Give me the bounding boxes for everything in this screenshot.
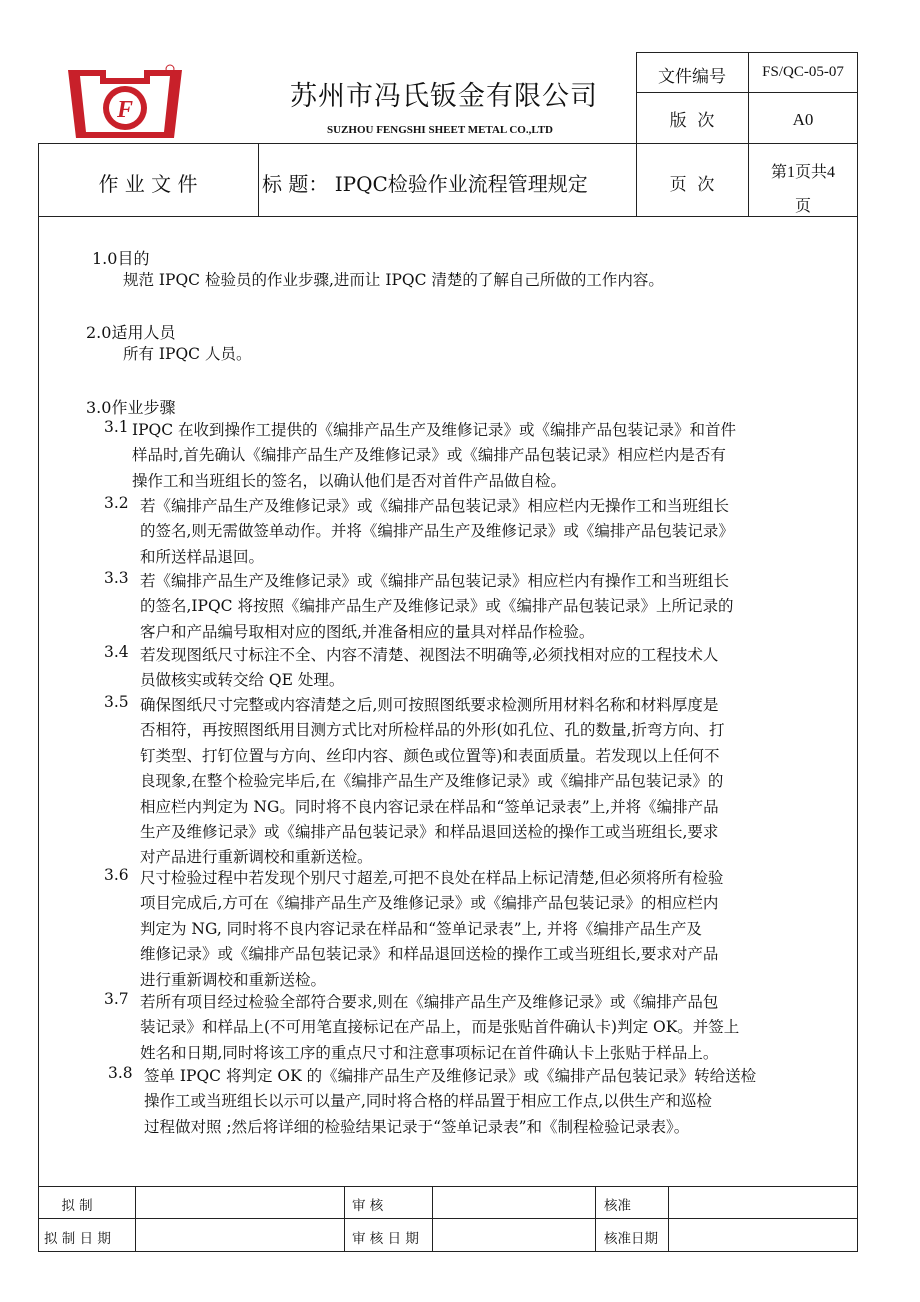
item-3-3-text xyxy=(140,569,733,645)
version-label: 版 次 xyxy=(669,111,715,131)
review-date-label: 审 核 日 期 xyxy=(352,1231,419,1247)
item-3-7-text xyxy=(140,990,739,1066)
item-3-2-text xyxy=(140,494,734,570)
item-number: 3.1 xyxy=(104,418,129,436)
doc-type: 作 业 文 件 xyxy=(98,172,198,196)
review-label: 审 核 xyxy=(352,1198,384,1214)
item-number: 3.2 xyxy=(104,494,129,512)
item-number: 3.3 xyxy=(104,569,129,587)
draft-date-label: 拟 制 日 期 xyxy=(44,1231,111,1247)
text-line: 和所送样品退回。 xyxy=(140,547,265,566)
draft-date-field[interactable] xyxy=(136,1219,344,1251)
item-3-8-text xyxy=(144,1064,756,1140)
text-line: 否相符，再按照图纸用目测方式比对所检样品的外形(如孔位、孔的数量,折弯方向、打 xyxy=(140,721,725,740)
section-1-text: 规范 IPQC 检验员的作业步骤,进而让 IPQC 清楚的了解自己所做的工作内容。 xyxy=(123,271,664,289)
draft-label: 拟 制 xyxy=(61,1198,93,1214)
text-line: 操作工和当班组长的签名，以确认他们是否对首件产品做自检。 xyxy=(132,471,567,490)
text-line: 判定为 NG, 同时将不良内容记录在样品和“签单记录表”上, 并将《编排产品生产及 xyxy=(140,919,702,938)
text-line: 的签名,则无需做签单动作。并将《编排产品生产及维修记录》或《编排产品包装记录》 xyxy=(140,522,734,541)
text-line: 样品时,首先确认《编排产品生产及维修记录》或《编排产品包装记录》相应栏内是否有 xyxy=(132,446,726,465)
page-count-line1: 第1页共4 xyxy=(770,164,835,181)
approve-label: 核准 xyxy=(604,1198,631,1214)
text-line: 姓名和日期,同时将该工序的重点尺寸和注意事项标记在首件确认卡上张贴于样品上。 xyxy=(140,1043,719,1062)
text-line: 操作工或当班组长以示可以量产,同时将合格的样品置于相应工作点,以供生产和巡检 xyxy=(144,1092,712,1111)
page-label: 页 次 xyxy=(669,175,715,195)
approve-date-field[interactable] xyxy=(669,1219,857,1251)
item-3-1-text xyxy=(132,418,736,494)
text-line: 进行重新调校和重新送检。 xyxy=(140,970,327,989)
text-line: 若发现图纸尺寸标注不全、内容不清楚、视图法不明确等,必须找相对应的工程技术人 xyxy=(140,646,719,664)
text-line: 签单 IPQC 将判定 OK 的《编排产品生产及维修记录》或《编排产品包装记录》转给送检 xyxy=(144,1067,757,1085)
company-name-cn: 苏州市冯氏钣金有限公司 xyxy=(290,81,598,112)
approve-date-label: 核准日期 xyxy=(604,1231,658,1247)
item-3-4-text xyxy=(140,643,718,694)
doc-no-label: 文件编号 xyxy=(658,67,726,87)
review-signature-field[interactable] xyxy=(433,1187,595,1218)
text-line: 员做核实或转交给 QE 处理。 xyxy=(140,671,345,690)
text-line: 确保图纸尺寸完整或内容清楚之后,则可按照图纸要求检测所用材料名称和材料厚度是 xyxy=(140,696,719,714)
text-line: 若《编排产品生产及维修记录》或《编排产品包装记录》相应栏内有操作工和当班组长 xyxy=(140,572,730,590)
text-line: 钉类型、打钉位置与方向、丝印内容、颜色或位置等)和表面质量。若发现以上任何不 xyxy=(140,746,720,765)
text-line: 客户和产品编号取相对应的图纸,并准备相应的量具对样品作检验。 xyxy=(140,622,595,641)
company-name-en: SUZHOU FENGSHI SHEET METAL CO.,LTD xyxy=(327,124,553,136)
item-number: 3.8 xyxy=(108,1064,133,1082)
text-line: 若所有项目经过检验全部符合要求,则在《编排产品生产及维修记录》或《编排产品包 xyxy=(140,993,719,1011)
section-1-title: 1.0目的 xyxy=(92,249,150,268)
version-value: A0 xyxy=(792,110,814,129)
text-line: 的签名,IPQC 将按照《编排产品生产及维修记录》或《编排产品包装记录》上所记录的 xyxy=(140,597,734,616)
doc-title: 标 题： IPQC检验作业流程管理规定 xyxy=(262,172,588,196)
approve-signature-field[interactable] xyxy=(669,1187,857,1218)
page-count xyxy=(748,156,858,224)
item-number: 3.7 xyxy=(104,990,129,1008)
review-date-field[interactable] xyxy=(433,1219,595,1251)
text-line: 若《编排产品生产及维修记录》或《编排产品包装记录》相应栏内无操作工和当班组长 xyxy=(140,497,730,515)
text-line: 维修记录》或《编排产品包装记录》和样品退回送检的操作工或当班组长,要求对产品 xyxy=(140,945,719,964)
text-line: 相应栏内判定为 NG。同时将不良内容记录在样品和“签单记录表”上,并将《编排产品 xyxy=(140,797,719,816)
company-logo xyxy=(66,64,184,144)
doc-no-value: FS/QC-05-07 xyxy=(762,64,844,80)
text-line: 尺寸检验过程中若发现个别尺寸超差,可把不良处在样品上标记清楚,但必须将所有检验 xyxy=(140,869,724,887)
text-line: 对产品进行重新调校和重新送检。 xyxy=(140,848,373,867)
page-count-line2: 页 xyxy=(794,198,811,215)
section-2-text: 所有 IPQC 人员。 xyxy=(123,345,252,363)
text-line: 项目完成后,方可在《编排产品生产及维修记录》或《编排产品包装记录》的相应栏内 xyxy=(140,894,719,913)
draft-signature-field[interactable] xyxy=(136,1187,344,1218)
item-number: 3.4 xyxy=(104,643,129,661)
item-3-6-text xyxy=(140,866,723,993)
item-number: 3.5 xyxy=(104,693,129,711)
item-3-5-text xyxy=(140,693,724,871)
text-line: 过程做对照 ;然后将详细的检验结果记录于“签单记录表”和《制程检验记录表》。 xyxy=(144,1117,690,1136)
text-line: IPQC 在收到操作工提供的《编排产品生产及维修记录》或《编排产品包装记录》和首件 xyxy=(132,421,737,439)
section-3-title: 3.0作业步骤 xyxy=(86,398,176,417)
text-line: 装记录》和样品上(不可用笔直接标记在产品上，而是张贴首件确认卡)判定 OK。并签上 xyxy=(140,1018,740,1037)
item-number: 3.6 xyxy=(104,866,129,884)
svg-text:F: F xyxy=(116,97,134,123)
text-line: 生产及维修记录》或《编排产品包装记录》和样品退回送检的操作工或当班组长,要求 xyxy=(140,823,719,842)
section-2-title: 2.0适用人员 xyxy=(86,323,176,342)
text-line: 良现象,在整个检验完毕后,在《编排产品生产及维修记录》或《编排产品包装记录》的 xyxy=(140,772,724,791)
